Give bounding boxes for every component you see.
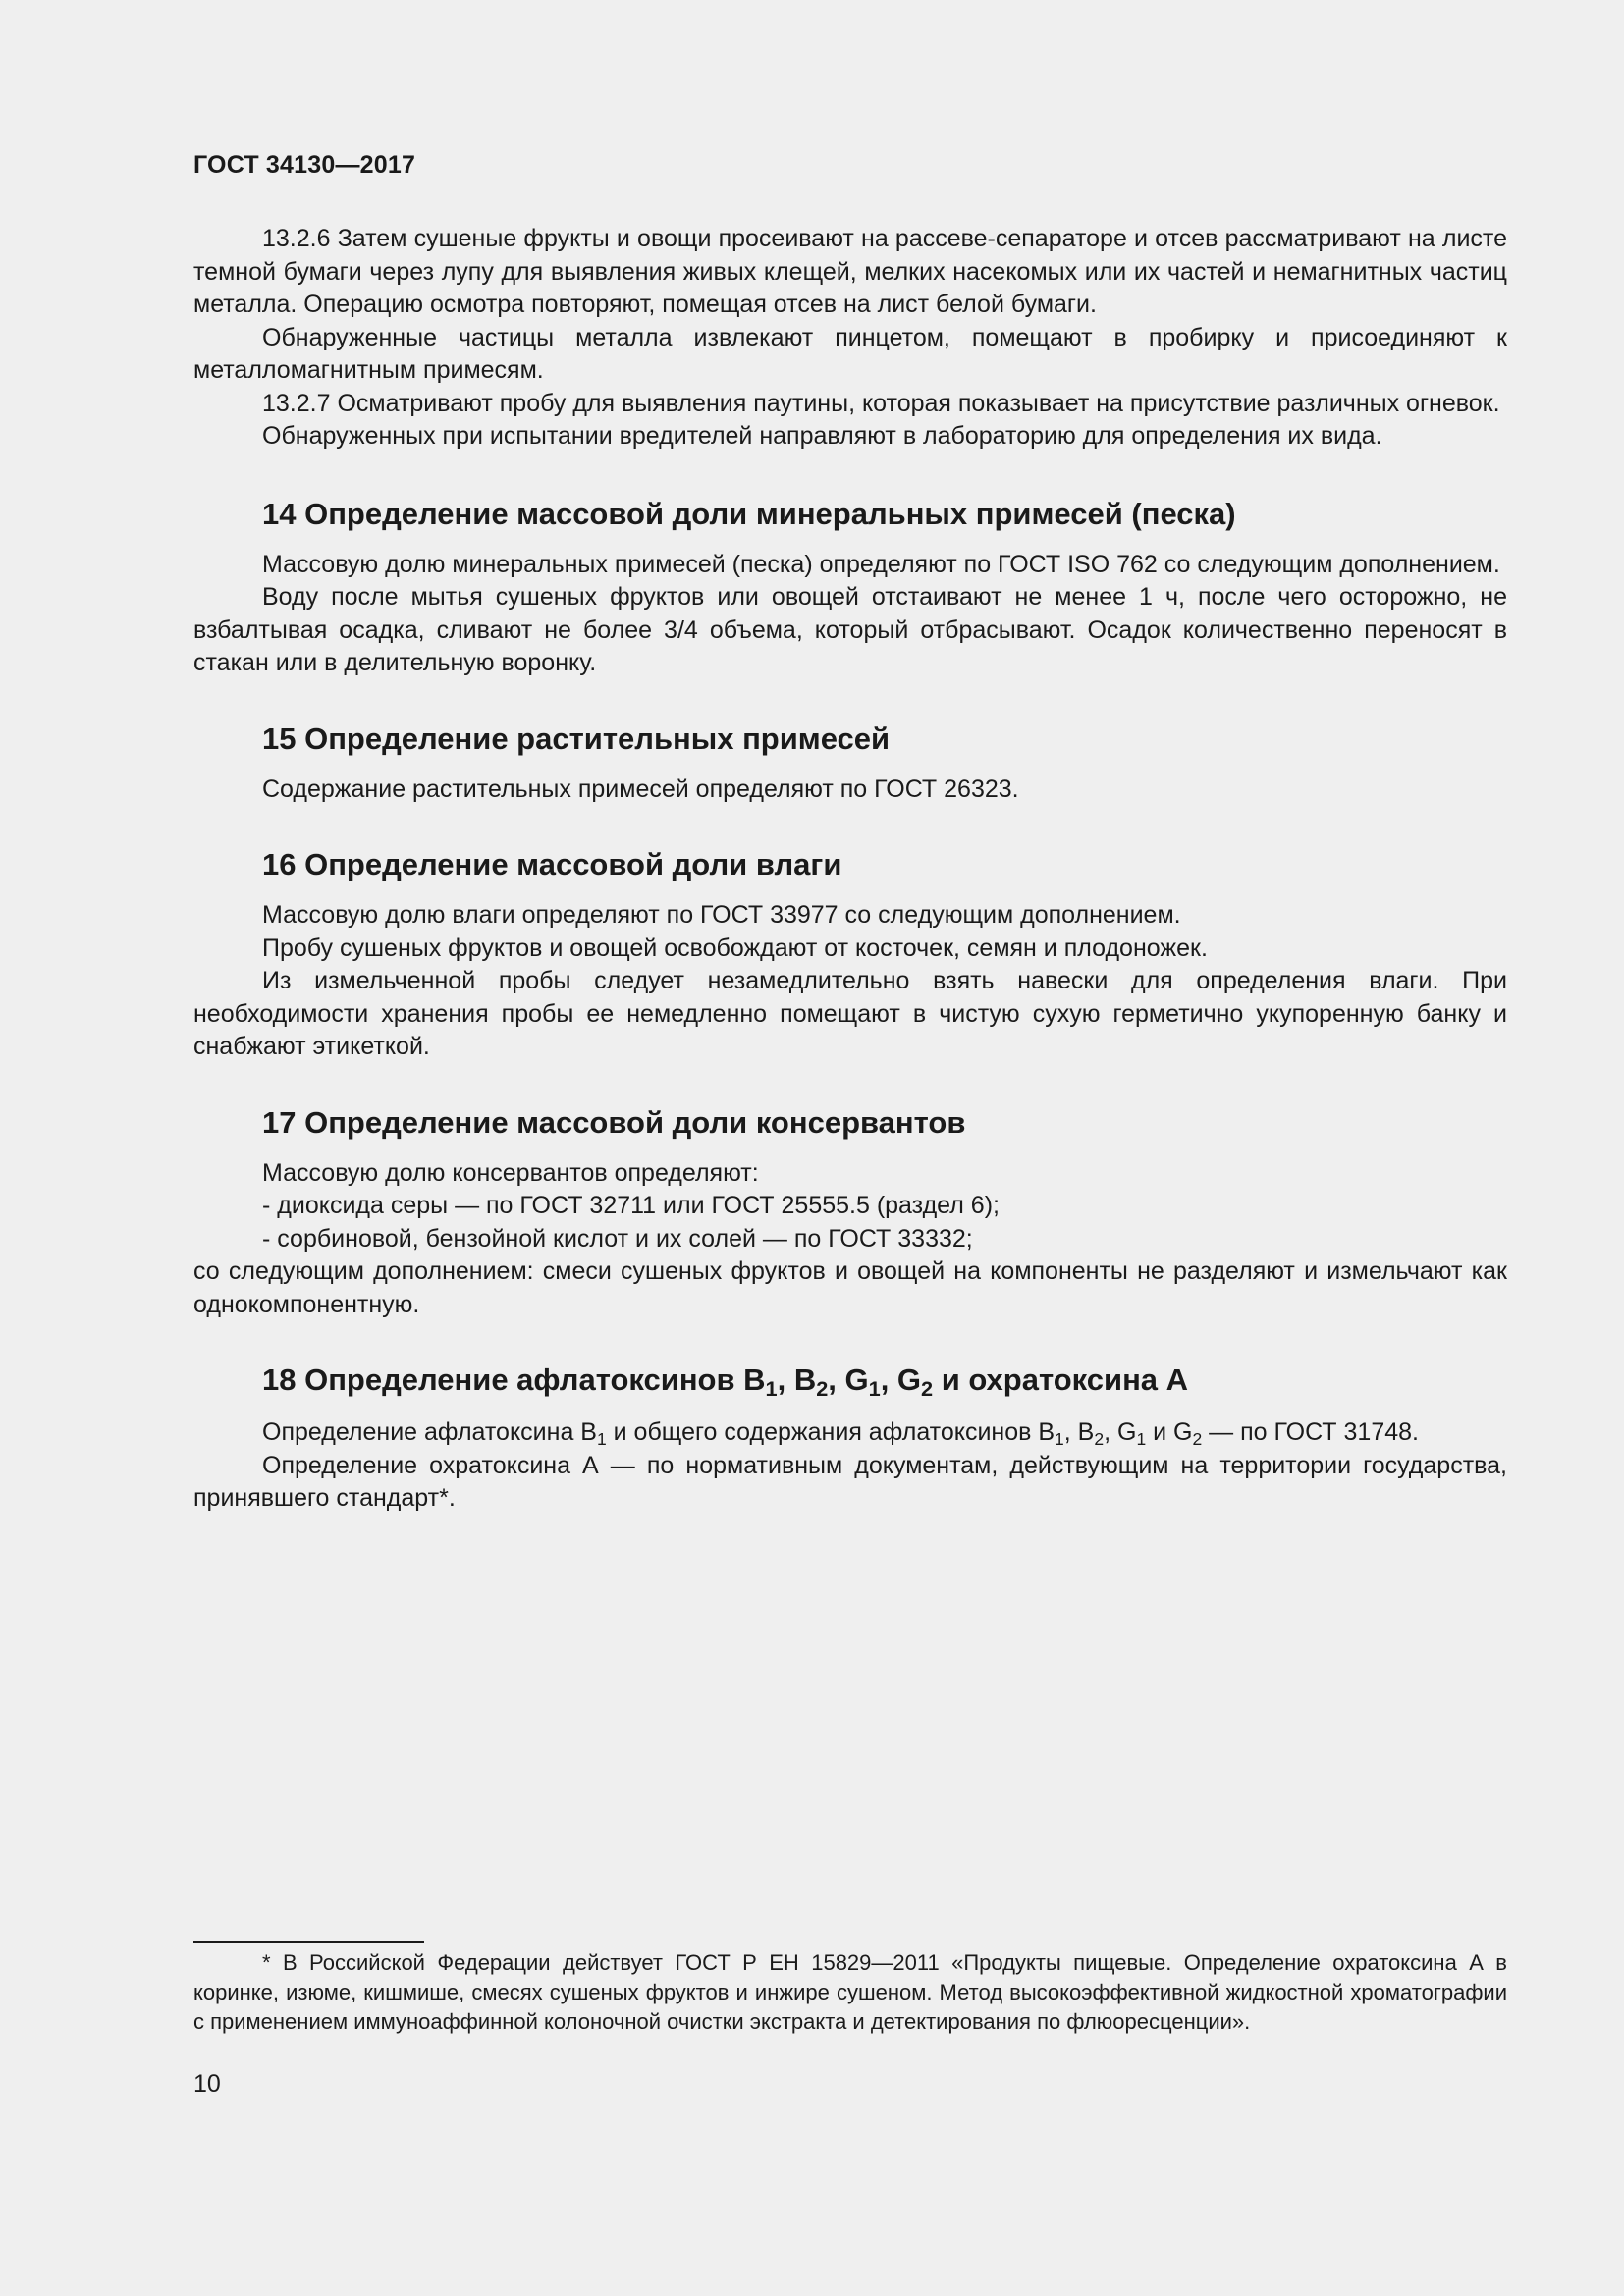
section-16-heading: 16 Определение массовой доли влаги [262, 847, 842, 881]
paragraph-14-1: Массовую долю минеральных примесей (песка) определяют по ГОСТ ISO 762 со следующим дополнением. [262, 550, 1500, 578]
section-16 [193, 899, 1507, 1064]
paragraph-metal-particles: Обнаруженные частицы металла извлекают пинцетом, помещают в пробирку и присоединяют к металломагнитным примесям. [193, 323, 1507, 384]
paragraph-16-3: Из измельченной пробы следует незамедлительно взять навески для определения влаги. При необходимости хранения пробы ее немедленно помещают в чистую сухую герметично укупоренную банку и снабжают этикеткой. [193, 967, 1507, 1060]
paragraph-pests: Обнаруженных при испытании вредителей направляют в лабораторию для определения их вида. [262, 422, 1382, 450]
paragraph-16-1: Массовую долю влаги определяют по ГОСТ 33977 со следующим дополнением. [262, 901, 1181, 929]
section-14 [193, 549, 1507, 680]
section-15 [193, 774, 1507, 807]
footnote-divider [193, 1941, 424, 1943]
section-18 [193, 1416, 1507, 1516]
paragraph-13-2-6: 13.2.6 Затем сушеные фрукты и овощи просеивают на рассеве-сепараторе и отсев рассматривают на листе темной бумаги через лупу для выявления живых клещей, мелких насекомых или их частей и немагнитных частиц металла. Операцию осмотра повторяют, помещая отсев на лист белой бумаги. [193, 225, 1507, 318]
section-14-heading: 14 Определение массовой доли минеральных примесей (песка) [262, 496, 1236, 531]
paragraph-18-1: Определение афлатоксина $B_1$ и общего содержания афлатоксинов $B_1$, $B_2$, $G_1$ и $G_2$ — по ГОСТ 31748. [262, 1418, 1419, 1449]
section-18-heading: 18 Определение афлатоксинов $B_1$, $B_2$, $G_1$, $G_2$ и охратоксина А [262, 1362, 1189, 1402]
list-item-sulfur-dioxide: - диоксида серы — по ГОСТ 32711 или ГОСТ 25555.5 (раздел 6); [262, 1192, 1000, 1219]
section-17 [193, 1157, 1507, 1322]
paragraph-14-2: Воду после мытья сушеных фруктов или овощей отстаивают не менее 1 ч, после чего осторожно, не взбалтывая осадка, сливают не более 3/4 объема, который отбрасывают. Осадок количественно переносят в стакан или в делительную воронку. [193, 583, 1507, 676]
document-header: ГОСТ 34130—2017 [193, 151, 416, 179]
paragraph-18-2: Определение охратоксина А — по нормативным документам, действующим на территории государства, принявшего стандарт*. [193, 1451, 1507, 1512]
paragraph-16-2: Пробу сушеных фруктов и овощей освобождают от косточек, семян и плодоножек. [262, 934, 1208, 962]
paragraph-15-1: Содержание растительных примесей определяют по ГОСТ 26323. [262, 774, 1019, 803]
section-15-heading: 15 Определение растительных примесей [262, 721, 891, 756]
section-13 [193, 223, 1507, 454]
document-body [193, 223, 1507, 1516]
paragraph-17-2: со следующим дополнением: смеси сушеных фруктов и овощей на компоненты не разделяют и измельчают как однокомпонентную. [193, 1257, 1507, 1318]
footnote [193, 1949, 1507, 2037]
page-number: 10 [193, 2070, 221, 2098]
paragraph-13-2-7: 13.2.7 Осматривают пробу для выявления паутины, которая показывает на присутствие различных огневок. [262, 389, 1500, 417]
document-page [193, 0, 1507, 2296]
paragraph-17-1: Массовую долю консервантов определяют: [262, 1158, 759, 1187]
section-17-heading: 17 Определение массовой доли консервантов [262, 1104, 966, 1140]
footnote-text: * В Российской Федерации действует ГОСТ Р ЕН 15829—2011 «Продукты пищевые. Определение охратоксина А в коринке, изюме, кишмише, смесях сушеных фруктов и инжире сушеном. Метод высокоэффективной жидкостной хроматографии с применением иммуноаффинной колоночной очистки экстракта и детектирования по флюоресценции». [193, 1950, 1507, 2034]
list-item-sorbic-benzoic: - сорбиновой, бензойной кислот и их солей — по ГОСТ 33332; [262, 1224, 973, 1253]
